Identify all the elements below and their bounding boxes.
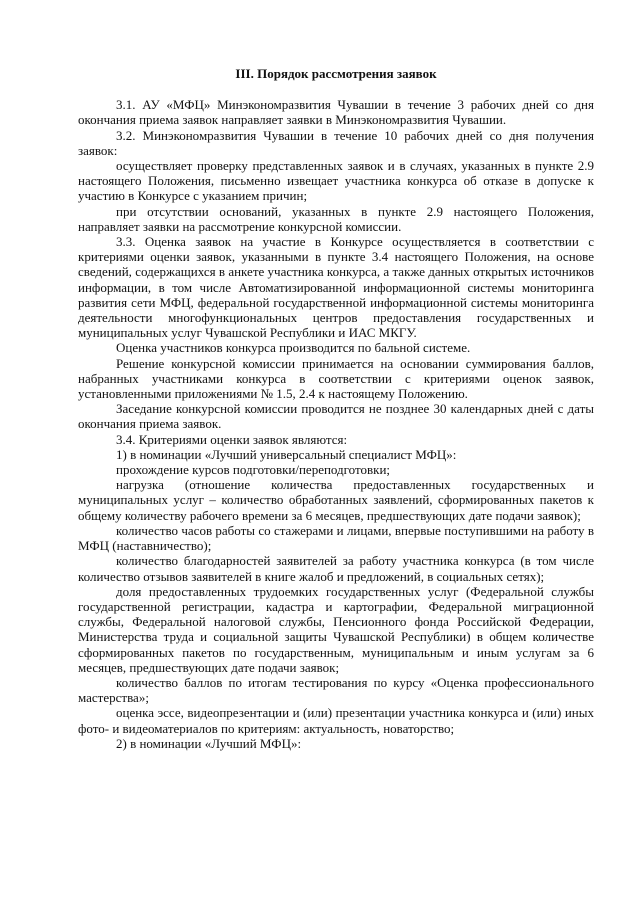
criterion-mentoring: количество часов работы со стажерами и лицами, впервые поступившими на работу в МФЦ (наставничество); [78,522,594,554]
criterion-testing-score: количество баллов по итогам тестирования по курсу «Оценка профессионального мастерства»; [78,674,594,706]
criterion-workload: нагрузка (отношение количества предоставленных государственных и муниципальных услуг – количество обработанных заявлений, сформированных пакетов к общему количеству рабочего времени за 6 месяцев, предшествующих дате подачи заявок); [78,477,594,523]
section-title: III. Порядок рассмотрения заявок [235,66,437,81]
paragraph-3-2: 3.2. Минэкономразвития Чувашии в течение 10 рабочих дней со дня получения заявок: [78,127,594,158]
paragraph-check-applications: осуществляет проверку представленных заявок и в случаях, указанных в пункте 2.9 настоящего Положения, письменно извещает участника конкурса об отказе в допуске к участию в Конкурсе с указанием причин; [78,158,594,204]
paragraph-commission-decision: Решение конкурсной комиссии принимается на основании суммирования баллов, набранных участниками конкурса в соответствии с критериями оценок заявок, установленными приложениями № 1.5, 2.4 к настоящему Положению. [78,355,594,402]
paragraph-3-4: 3.4. Критериями оценки заявок являются: [116,431,348,447]
paragraph-point-system: Оценка участников конкурса производится по бальной системе. [116,340,471,356]
criterion-complex-services: доля предоставленных трудоемких государственных услуг (Федеральной службы государственной регистрации, кадастра и картографии, Федеральной миграционной службы, Федеральной налоговой службы, Пенсионного фонда Российской Федерации, Министерства труда и социальной защиты Чувашской Республики) в общем количестве сформированных пакетов по государственным, муниципальным и иным услугам за 6 месяцев, предшествующих дате подачи заявок; [78,583,594,675]
criterion-essay-presentation: оценка эссе, видеопрезентации и (или) презентации участника конкурса и (или) иных фото- и видеоматериалов по критериям: актуальность, новаторство; [78,705,594,736]
paragraph-send-to-commission: при отсутствии оснований, указанных в пункте 2.9 настоящего Положения, направляет заявки на рассмотрение конкурсной комиссии. [78,203,594,234]
document-body [78,66,594,751]
paragraph-nomination-1: 1) в номинации «Лучший универсальный специалист МФЦ»: [116,446,457,462]
paragraph-commission-meeting: Заседание конкурсной комиссии проводится не позднее 30 календарных дней с даты окончания приема заявок. [78,401,594,432]
paragraph-3-3: 3.3. Оценка заявок на участие в Конкурсе осуществляется в соответствии с критериями оценки заявок, указанными в пункте 3.4 настоящего Положения, на основе сведений, содержащихся в анкете участника конкурса, а также данных открытых источников информации, в том числе Автоматизированной информационной системы мониторинга развития сети МФЦ, федеральной государственной информационной системы мониторинга деятельности многофункциональных центров предоставления государственных и муниципальных услуг Чувашской Республики и ИАС МКГУ. [78,234,594,341]
criterion-training: прохождение курсов подготовки/переподготовки; [116,462,391,478]
paragraph-3-1: 3.1. АУ «МФЦ» Минэкономразвития Чувашии в течение 3 рабочих дней со дня окончания приема заявок направляет заявки в Минэкономразвития Чувашии. [78,97,594,128]
paragraph-nomination-2: 2) в номинации «Лучший МФЦ»: [116,735,302,751]
criterion-gratitudes: количество благодарностей заявителей за работу участника конкурса (в том числе количество отзывов заявителей в книге жалоб и предложений, в социальных сетях); [78,553,594,584]
